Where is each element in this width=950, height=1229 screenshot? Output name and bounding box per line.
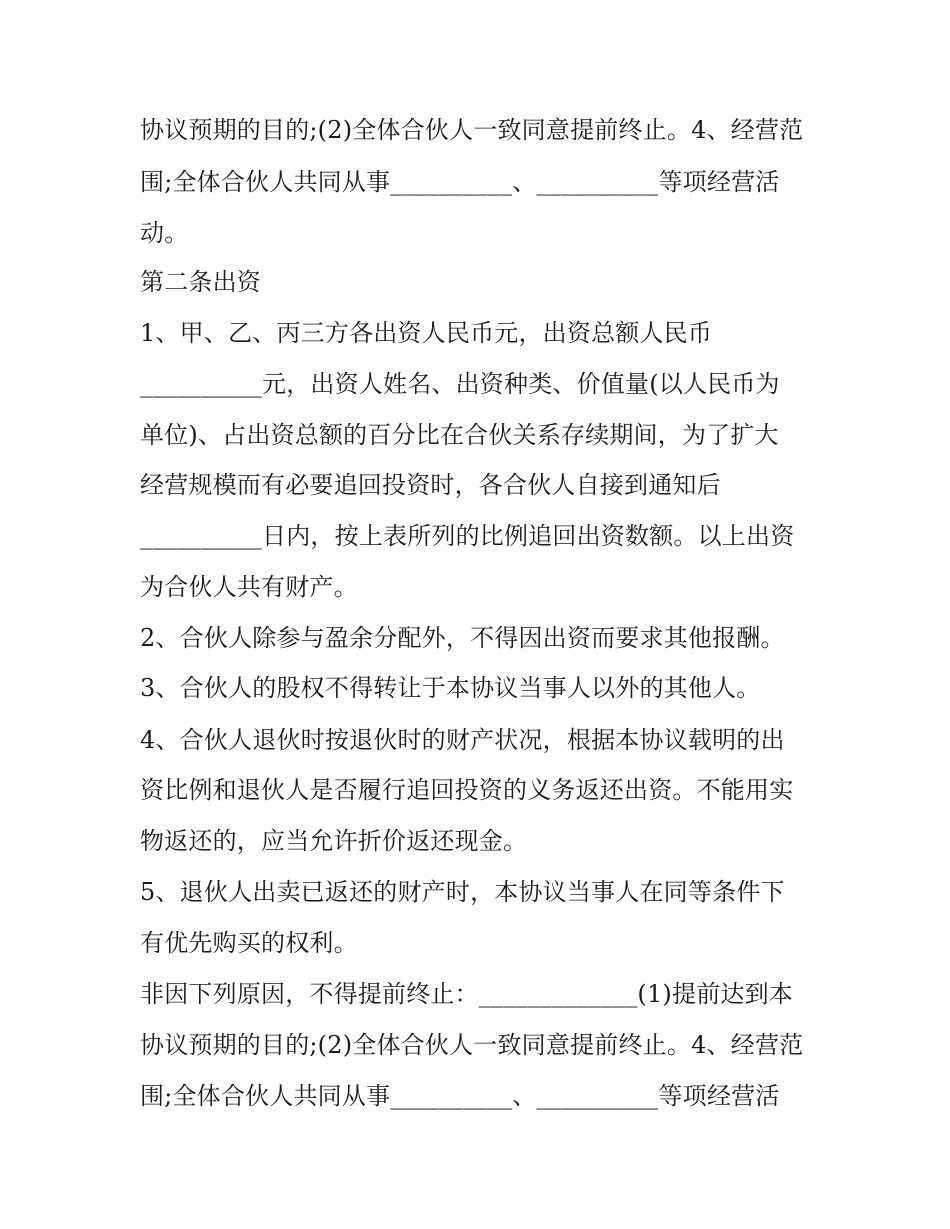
text-line: 2、合伙人除参与盈余分配外，不得因出资而要求其他报酬。 (140, 624, 785, 652)
text-line: 4、合伙人退伙时按退伙时的财产状况，根据本协议载明的出 (140, 726, 785, 754)
text-line: 围;全体合伙人共同从事__________、__________等项经营活 (140, 168, 780, 196)
text-line: 非因下列原因，不得提前终止：_____________(1)提前达到本 (140, 980, 793, 1008)
text-line: 5、退伙人出卖已返还的财产时，本协议当事人在同等条件下 (140, 878, 785, 906)
text-line: 物返还的，应当允许折价返还现金。 (140, 827, 528, 855)
text-line: __________日内，按上表所列的比例追回出资数额。以上出资 (140, 522, 795, 550)
text-line: 1、甲、乙、丙三方各出资人民币元，出资总额人民币 (140, 319, 713, 347)
text-line: 协议预期的目的;(2)全体合伙人一致同意提前终止。4、经营范 (140, 116, 804, 144)
text-line: 3、合伙人的股权不得转让于本协议当事人以外的其他人。 (140, 674, 761, 702)
text-line: 资比例和退伙人是否履行追回投资的义务返还出资。不能用实 (140, 776, 794, 804)
text-line: 单位)、占出资总额的百分比在合伙关系存续期间，为了扩大 (140, 421, 779, 449)
text-line: 有优先购买的权利。 (140, 929, 358, 957)
text-line: 经营规模而有必要追回投资时，各合伙人自接到通知后 (140, 471, 721, 499)
text-line: 动。 (140, 219, 189, 247)
text-line: 围;全体合伙人共同从事__________、__________等项经营活 (140, 1082, 780, 1110)
text-line: 为合伙人共有财产。 (140, 573, 358, 601)
text-line: __________元，出资人姓名、出资种类、价值量(以人民币为 (140, 370, 780, 398)
text-line: 协议预期的目的;(2)全体合伙人一致同意提前终止。4、经营范 (140, 1031, 804, 1059)
section-heading: 第二条出资 (140, 268, 261, 296)
